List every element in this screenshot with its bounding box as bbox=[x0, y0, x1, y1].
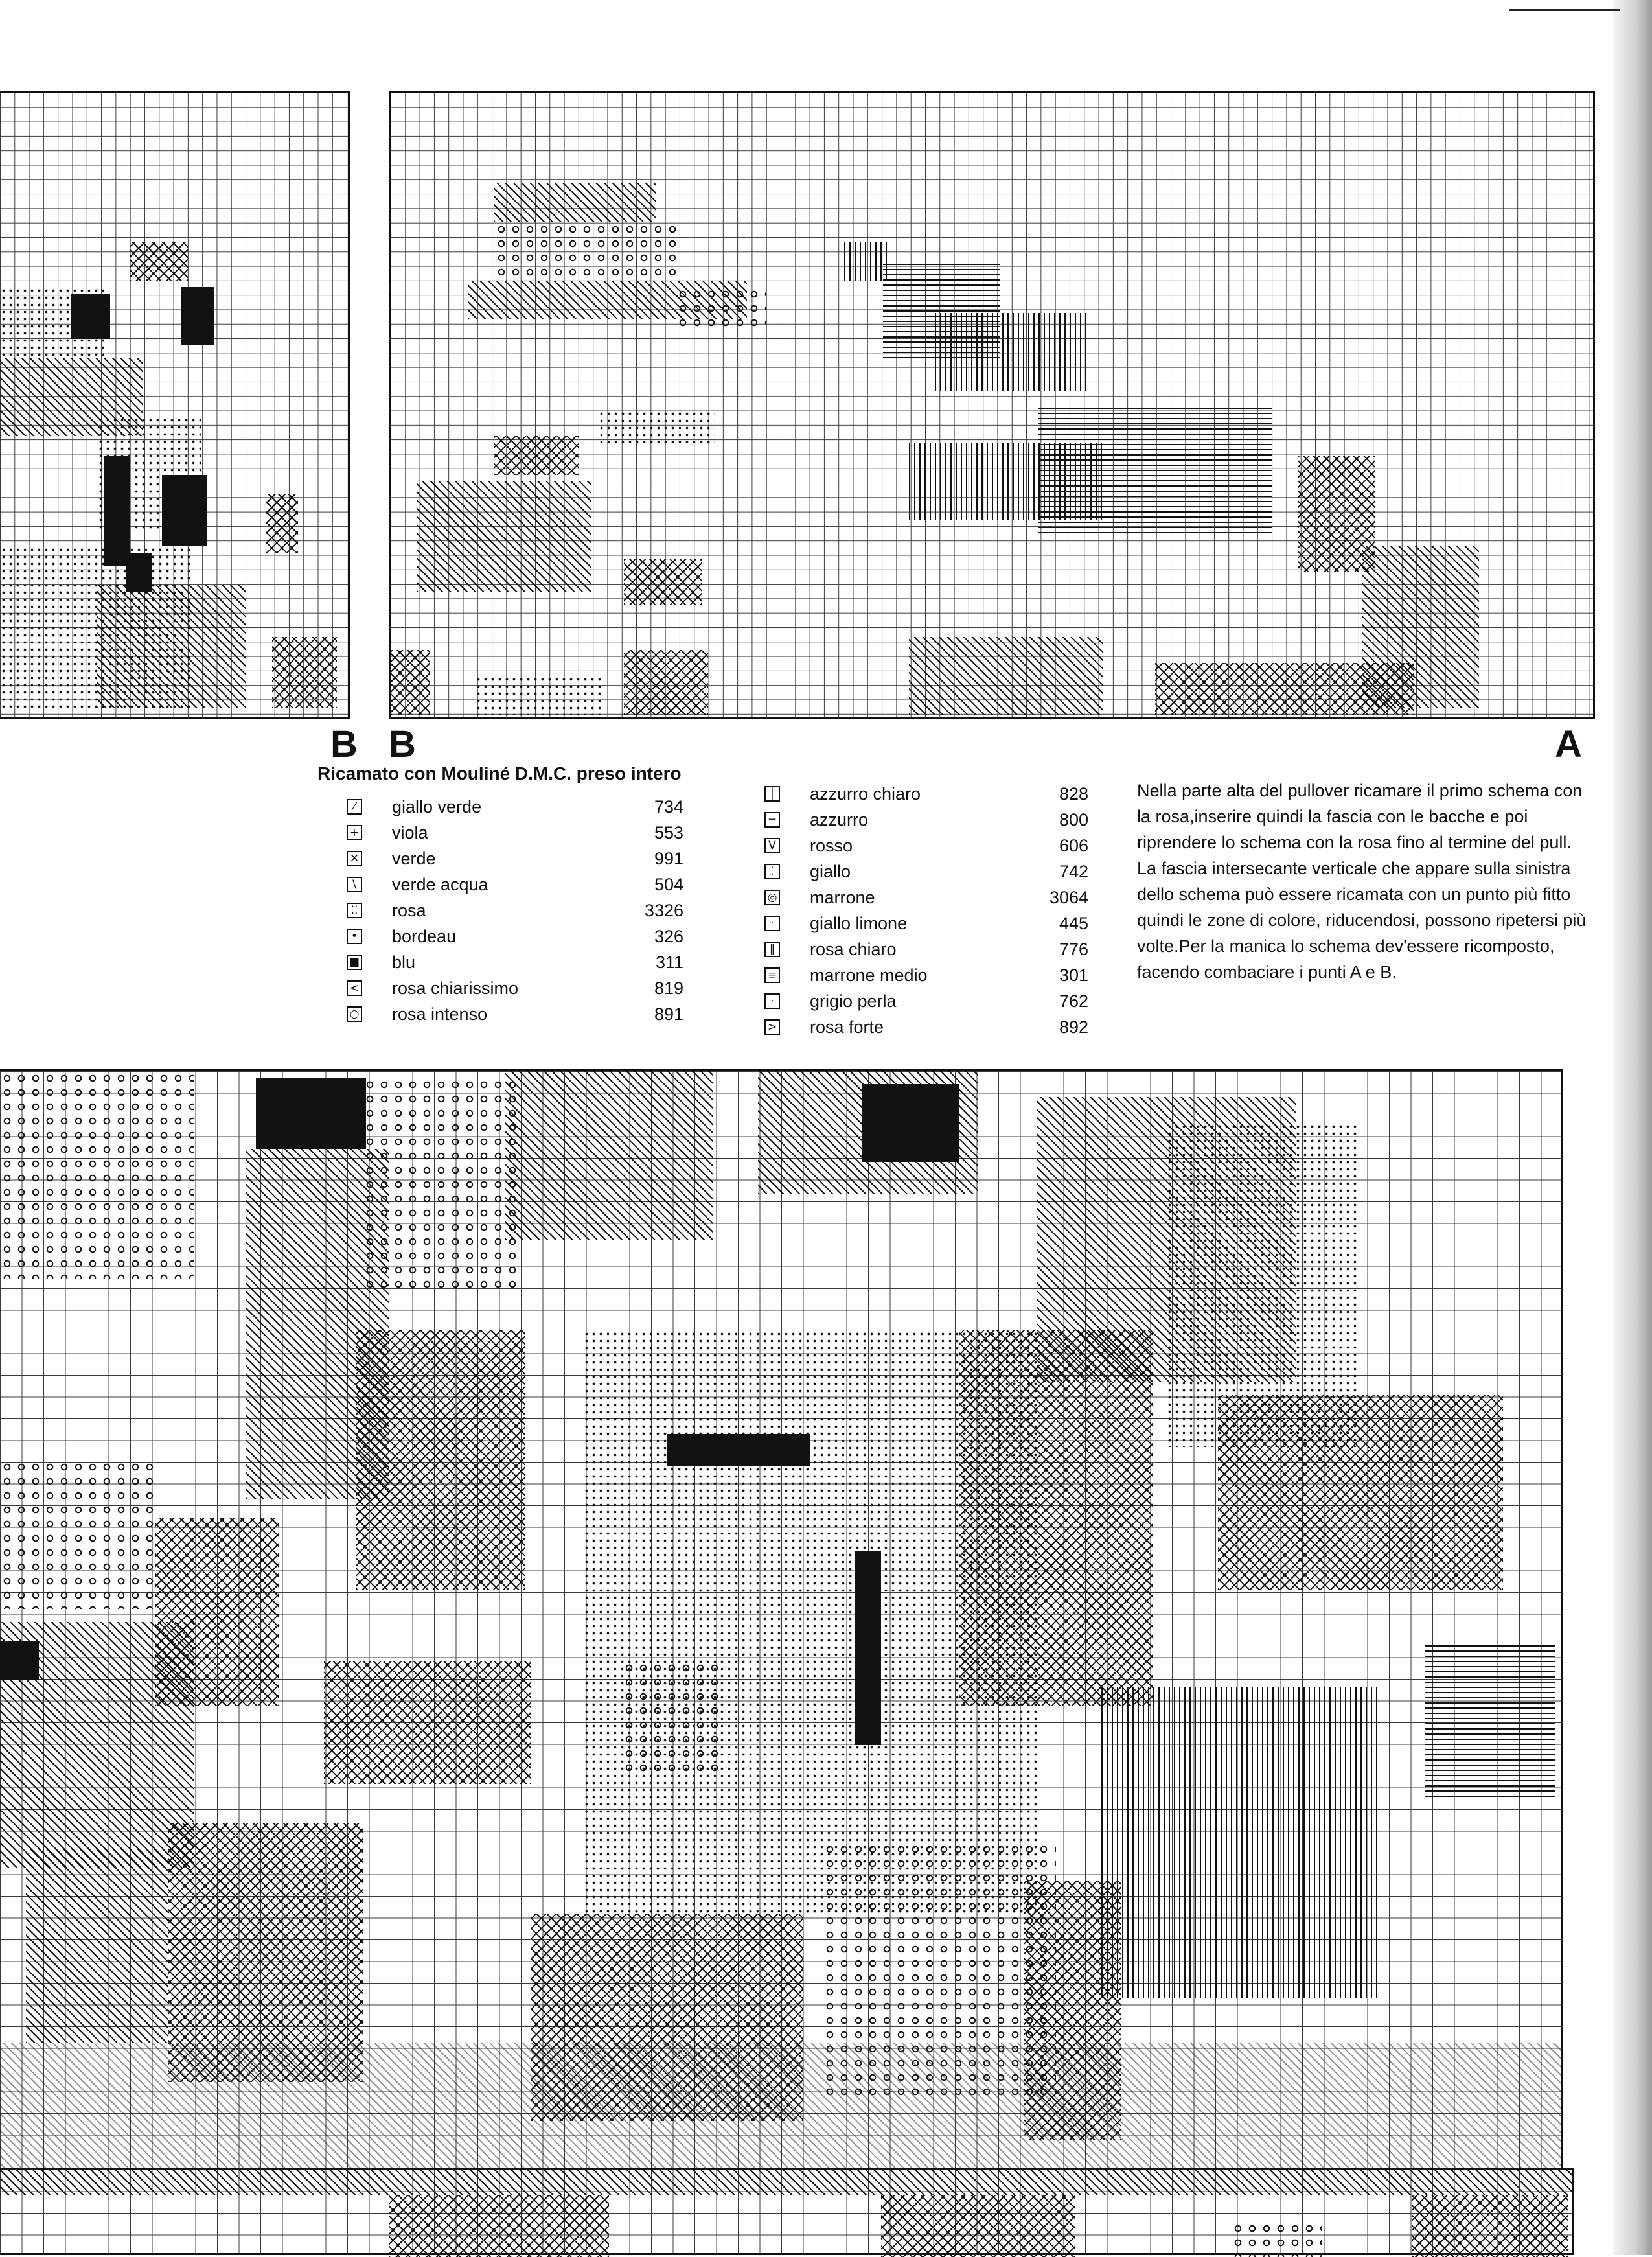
stitch-symbol-icon: + bbox=[347, 825, 362, 840]
legend-row bbox=[764, 807, 1088, 833]
chart-region-rosa-chiarissimo bbox=[0, 2170, 1574, 2195]
thread-color-name: viola bbox=[392, 823, 428, 842]
chart-region-rosa-intenso bbox=[0, 1460, 155, 1609]
thread-color-name: marrone medio bbox=[810, 966, 928, 985]
thread-color-name: rosa intenso bbox=[392, 1004, 488, 1024]
chart-region-verde bbox=[624, 650, 708, 715]
stitch-symbol-icon: ⁚⁚ bbox=[347, 903, 362, 918]
dmc-code: 606 bbox=[1059, 836, 1088, 855]
dmc-code: 3064 bbox=[1049, 888, 1088, 907]
dmc-code: 819 bbox=[654, 978, 683, 998]
chart-region-blu bbox=[862, 1084, 959, 1162]
dmc-code: 445 bbox=[1059, 914, 1088, 933]
legend-row bbox=[764, 1014, 1088, 1040]
legend-row bbox=[764, 988, 1088, 1014]
chart-region-verde bbox=[1155, 663, 1414, 715]
chart-region-blu bbox=[256, 1078, 366, 1149]
dmc-code: 311 bbox=[655, 953, 683, 972]
stitch-symbol-icon: < bbox=[347, 980, 362, 996]
chart-region-rosa-intenso bbox=[1231, 2221, 1322, 2257]
legend-row bbox=[347, 846, 683, 872]
chart-region-azzurro-chiaro bbox=[1101, 1687, 1380, 1998]
stitch-symbol-icon: · bbox=[764, 993, 780, 1009]
continuation-chart-strip bbox=[0, 2168, 1574, 2255]
legend-row bbox=[347, 872, 683, 897]
thread-color-name: azzurro bbox=[810, 810, 869, 829]
chart-region-rosa-intenso bbox=[494, 222, 682, 281]
chart-region-giallo-verde bbox=[0, 1622, 194, 1868]
rose-chart-main bbox=[0, 1069, 1563, 2187]
legend-row bbox=[347, 1001, 683, 1027]
legend-title: Ricamato con Mouliné D.M.C. preso intero bbox=[317, 763, 682, 783]
chart-region-blu bbox=[181, 287, 214, 345]
chart-region-rosa-forte bbox=[909, 637, 1103, 715]
chart-region-verde bbox=[1218, 1395, 1503, 1590]
thread-color-name: grigio perla bbox=[810, 991, 897, 1011]
dmc-code: 776 bbox=[1059, 940, 1088, 959]
dmc-code: 742 bbox=[1059, 862, 1088, 881]
thread-color-name: rosa chiaro bbox=[810, 940, 897, 959]
thread-color-name: rosso bbox=[810, 836, 853, 855]
chart-region-giallo bbox=[475, 676, 604, 715]
chart-region-blu bbox=[71, 294, 110, 339]
legend-row bbox=[347, 923, 683, 949]
dmc-code: 553 bbox=[654, 823, 683, 842]
legend-row bbox=[764, 910, 1088, 936]
legend-row bbox=[347, 949, 683, 975]
chart-region-blu bbox=[162, 475, 207, 546]
sleeve-chart-left bbox=[0, 91, 350, 719]
legend-row bbox=[347, 897, 683, 923]
page-edge-shadow bbox=[1613, 0, 1652, 2255]
legend-row bbox=[764, 885, 1088, 910]
thread-color-name: giallo limone bbox=[810, 914, 908, 933]
thread-color-name: azzurro chiaro bbox=[810, 784, 921, 804]
chart-region-verde bbox=[1412, 2195, 1568, 2257]
stitch-symbol-icon: ⁄ bbox=[347, 799, 362, 815]
stitch-symbol-icon: ⁚ bbox=[764, 864, 780, 879]
legend-row bbox=[347, 794, 683, 820]
dmc-code: 891 bbox=[654, 1004, 683, 1024]
dmc-code: 991 bbox=[654, 849, 683, 868]
thread-color-name: verde bbox=[392, 849, 436, 868]
dmc-code: 734 bbox=[654, 797, 683, 816]
embroidery-instructions: Nella parte alta del pullover ricamare il primo schema con la rosa,inserire quindi la fascia con le bacche e poi riprendere lo schema con la rosa fino al termine del pull. La fascia intersecante verticale che appare sulla sinistra dello schema può essere ricamata con un punto più fitto quindi le zone di colore, riducendosi, possono ripetersi più volte.Per la manica lo schema dev'essere ricomposto, facendo combaciare i punti A e B. bbox=[1137, 781, 1587, 982]
chart-region-verde bbox=[266, 494, 298, 553]
stitch-symbol-icon: \ bbox=[347, 877, 362, 892]
stitch-symbol-icon: ◎ bbox=[764, 890, 780, 905]
chart-region-rosso bbox=[494, 183, 656, 222]
thread-color-name: marrone bbox=[810, 888, 875, 907]
thread-color-name: rosa chiarissimo bbox=[392, 978, 519, 998]
chart-region-verde bbox=[494, 436, 579, 475]
thread-color-name: verde acqua bbox=[392, 875, 488, 894]
legend-row bbox=[764, 781, 1088, 807]
chart-region-verde bbox=[624, 559, 702, 605]
stitch-symbol-icon: · bbox=[764, 916, 780, 931]
thread-color-name: rosa bbox=[392, 901, 426, 920]
stitch-symbol-icon: • bbox=[347, 929, 362, 944]
legend-row bbox=[764, 833, 1088, 859]
stitch-symbol-icon: > bbox=[764, 1019, 780, 1035]
chart-region-verde bbox=[959, 1330, 1153, 1706]
dmc-code: 3326 bbox=[644, 901, 683, 920]
legend-row bbox=[764, 962, 1088, 988]
thread-color-name: giallo verde bbox=[392, 797, 482, 816]
dmc-code: 828 bbox=[1059, 784, 1088, 804]
thread-color-name: giallo bbox=[810, 862, 851, 881]
chart-region-verde bbox=[324, 1661, 531, 1784]
top-rule bbox=[1509, 9, 1620, 11]
thread-color-name: bordeau bbox=[392, 927, 457, 946]
chart-region-verde bbox=[272, 637, 337, 708]
thread-color-name: rosa forte bbox=[810, 1017, 884, 1037]
chart-region-verde bbox=[391, 650, 430, 715]
stitch-symbol-icon: V bbox=[764, 838, 780, 853]
stitch-symbol-icon: ─ bbox=[764, 812, 780, 828]
stitch-symbol-icon: ‖ bbox=[764, 942, 780, 957]
dmc-code: 326 bbox=[654, 927, 683, 946]
stitch-symbol-icon: ○ bbox=[347, 1006, 362, 1022]
stitch-symbol-icon: ✕ bbox=[347, 851, 362, 866]
chart-region-rosa-intenso bbox=[622, 1661, 726, 1777]
chart-region-rosa-intenso bbox=[0, 1071, 194, 1279]
sleeve-chart-right bbox=[389, 91, 1595, 719]
chart-region-rosa-chiaro bbox=[909, 443, 1103, 520]
chart-region-rosa-intenso bbox=[676, 287, 766, 332]
legend-row bbox=[764, 936, 1088, 962]
marker-b-left: B bbox=[330, 723, 358, 765]
stitch-symbol-icon: ■ bbox=[347, 955, 362, 970]
chart-region-blu bbox=[855, 1551, 881, 1745]
stitch-symbol-icon: │ bbox=[764, 786, 780, 802]
marker-b-right: B bbox=[389, 723, 416, 765]
legend-column-2 bbox=[764, 781, 1088, 1040]
legend-column-1 bbox=[347, 794, 683, 1027]
chart-region-blu bbox=[667, 1434, 810, 1466]
chart-region-verde bbox=[356, 1330, 525, 1590]
chart-region-rosa-chiarissimo bbox=[97, 585, 246, 708]
thread-color-name: blu bbox=[392, 953, 416, 972]
legend-row bbox=[764, 859, 1088, 885]
legend-row bbox=[347, 975, 683, 1001]
chart-region-azzurro bbox=[1425, 1641, 1555, 1797]
stitch-symbol-icon: ≡ bbox=[764, 967, 780, 983]
dmc-code: 892 bbox=[1059, 1017, 1088, 1037]
marker-a: A bbox=[1555, 723, 1582, 765]
chart-region-verde bbox=[130, 242, 188, 281]
dmc-code: 504 bbox=[654, 875, 683, 894]
dmc-code: 301 bbox=[1059, 966, 1088, 985]
chart-region-verde bbox=[389, 2195, 609, 2257]
chart-region-rosa-intenso bbox=[363, 1078, 518, 1291]
chart-region-verde-acqua bbox=[417, 481, 591, 592]
chart-region-rosa-chiaro bbox=[935, 313, 1090, 391]
chart-region-giallo bbox=[598, 410, 715, 443]
legend-row bbox=[347, 820, 683, 846]
chart-region-verde bbox=[881, 2195, 1075, 2257]
dmc-code: 800 bbox=[1059, 810, 1088, 829]
dmc-code: 762 bbox=[1059, 991, 1088, 1011]
chart-region-rosa-chiarissimo bbox=[26, 1849, 168, 2043]
chart-region-giallo-verde bbox=[505, 1071, 713, 1240]
